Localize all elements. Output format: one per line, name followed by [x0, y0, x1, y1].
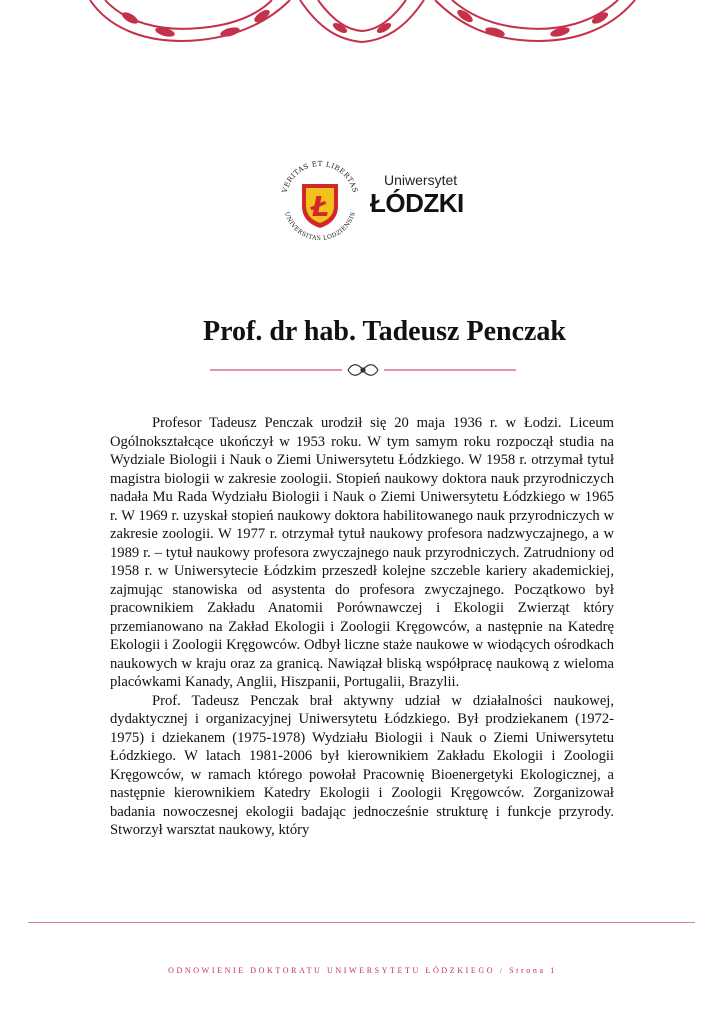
brand-city: ŁÓDZKI	[370, 188, 464, 218]
paragraph: Prof. Tadeusz Penczak brał aktywny udział w działalności naukowej, dydaktycznej i organizacyjnej Uniwersytetu Łódzkiego. Był prodziekanem (1972-1975) i dziekanem (1975-1978) Wydziału Biologii i Nauk o Ziemi Uniwersytetu Łódzkiego. W latach 1981-2006 był kierownikiem Zakładu Ekologii i Zoologii Kręgowców, w ramach którego powołał Pracownię Bioenergetyki Ekologicznej, a następnie kierownikiem Katedry Ekologii i Zoologii Kręgowców. Zorganizował badania nowoczesnej ekologii badając jednocześnie strukturę i funkcje przyrody. Stworzył warsztat naukowy, który	[110, 692, 614, 838]
title-divider-ornament	[210, 360, 516, 380]
seal-top-text: VERITAS ET LIBERTAS	[280, 160, 360, 194]
seal-letter: Ł	[310, 190, 330, 223]
university-seal-icon	[276, 160, 364, 240]
top-floral-ornament	[0, 0, 725, 60]
biography-text	[110, 414, 614, 840]
university-logo	[276, 160, 466, 240]
page-title: Prof. dr hab. Tadeusz Penczak	[202, 316, 566, 347]
footer-divider	[28, 922, 695, 923]
paragraph: Profesor Tadeusz Penczak urodził się 20 maja 1936 r. w Łodzi. Liceum Ogólnokształcące ukończył w 1953 roku. W tym samym roku rozpoczął studia na Wydziale Biologii i Nauk o Ziemi Uniwersytetu Łódzkiego. W 1958 r. otrzymał tytuł magistra biologii w zakresie zoologii. Stopień naukowy doktora nauk przyrodniczych nadała Mu Rada Wydziału Biologii i Nauk o Ziemi Uniwersytetu Łódzkiego w 1965 r. W 1969 r. uzyskał stopień naukowy doktora habilitowanego nauk przyrodniczych w zakresie zoologii. W 1977 r. otrzymał tytuł naukowy profesora nadzwyczajnego, a w 1989 r. – tytuł naukowy profesora zwyczajnego nauk przyrodniczych. Zatrudniony od 1958 r. w Uniwersytecie Łódzkim przeszedł kolejne szczeble kariery akademickiej, zajmując stanowiska od asystenta do profesora zwyczajnego. Początkowo był pracownikiem Zakładu Anatomii Porównawczej i Ekologii Zwierząt który przemianowano na Zakład Ekologii i Zoologii Kręgowców, a następnie na Katedrę Ekologii i Zoologii Kręgowców. Odbył liczne staże naukowe w wiodących ośrodkach naukowych w kraju oraz za granicą. Nawiązał bliską współpracę naukową z wieloma placówkami Kanady, Anglii, Hiszpanii, Portugalii, Brazylii.	[110, 415, 614, 690]
brand-word: Uniwersytet	[384, 172, 458, 188]
seal-bottom-text: UNIVERSITAS LODZIENSIS	[283, 210, 357, 240]
page-footer: ODNOWIENIE DOKTORATU UNIWERSYTETU ŁÓDZKIEGO / Strona 1	[168, 966, 557, 975]
